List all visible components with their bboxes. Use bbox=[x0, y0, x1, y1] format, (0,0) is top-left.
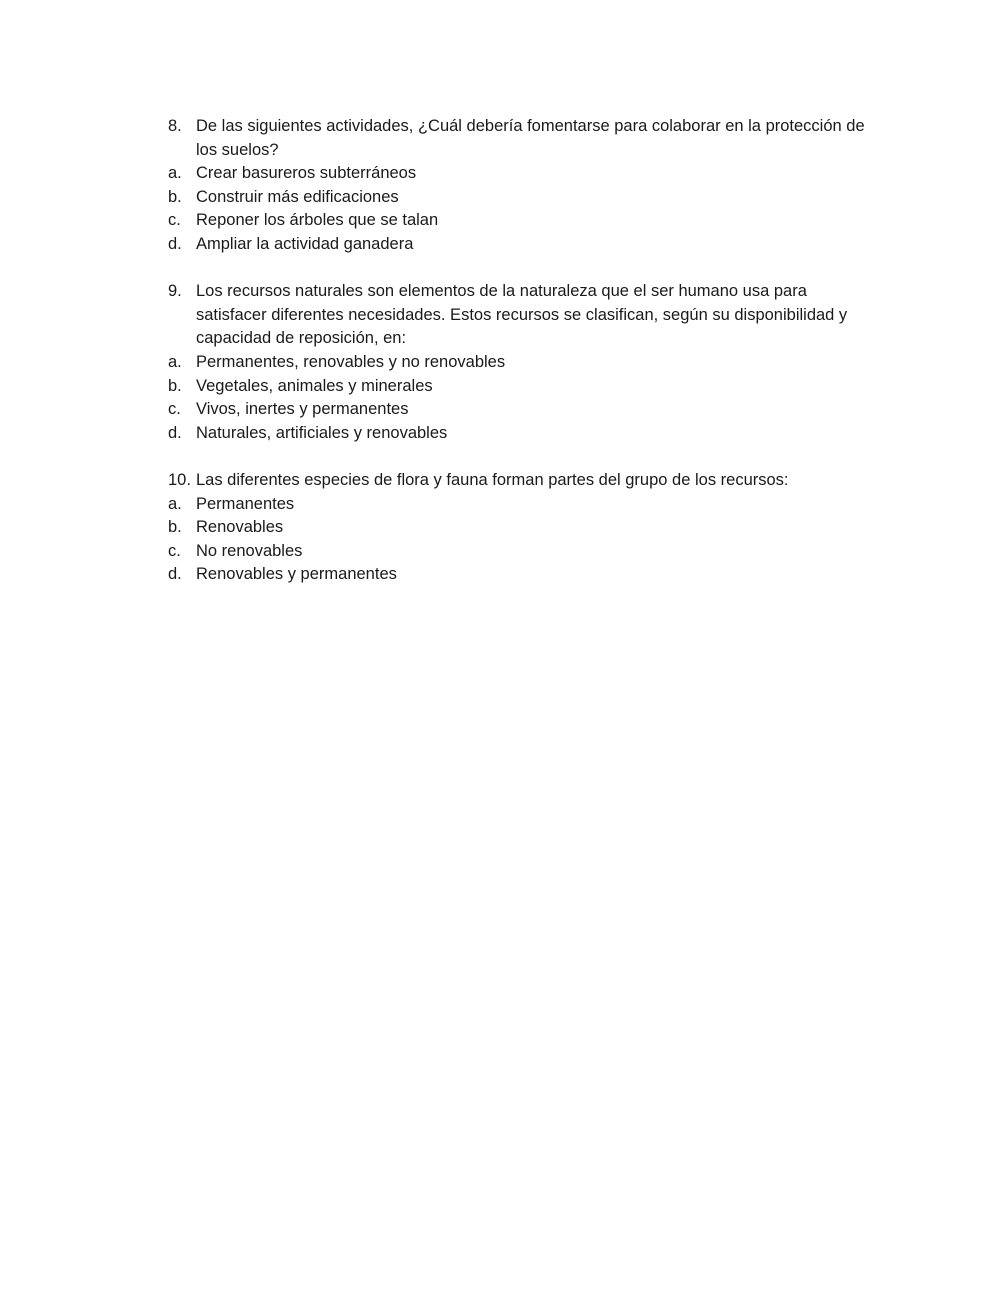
question-number: 10. bbox=[168, 470, 191, 489]
question-stem bbox=[168, 280, 868, 351]
option-letter: a. bbox=[168, 494, 182, 513]
option-letter: b. bbox=[168, 376, 182, 395]
question-9 bbox=[168, 280, 868, 445]
option-text: Vegetales, animales y minerales bbox=[196, 376, 433, 395]
option-letter: c. bbox=[168, 541, 181, 560]
option-c[interactable] bbox=[168, 540, 868, 564]
question-8 bbox=[168, 115, 868, 257]
option-text: Naturales, artificiales y renovables bbox=[196, 423, 448, 442]
option-letter: a. bbox=[168, 164, 182, 183]
option-text: Permanentes, renovables y no renovables bbox=[196, 352, 506, 371]
option-text: Permanentes bbox=[196, 494, 295, 513]
option-list bbox=[168, 162, 868, 256]
option-a[interactable] bbox=[168, 493, 868, 517]
question-text: Los recursos naturales son elementos de la naturaleza que el ser humano usa para satisfacer diferentes necesidades. Estos recursos se clasifican, según su disponibilidad y capacidad de reposición, en: bbox=[196, 282, 848, 348]
option-b[interactable] bbox=[168, 186, 868, 210]
question-stem bbox=[168, 115, 868, 162]
option-letter: b. bbox=[168, 518, 182, 537]
option-text: Construir más edificaciones bbox=[196, 187, 399, 206]
option-c[interactable] bbox=[168, 398, 868, 422]
option-d[interactable] bbox=[168, 233, 868, 257]
option-d[interactable] bbox=[168, 422, 868, 446]
option-text: Crear basureros subterráneos bbox=[196, 164, 417, 183]
option-a[interactable] bbox=[168, 351, 868, 375]
option-text: Renovables bbox=[196, 518, 284, 537]
option-letter: a. bbox=[168, 352, 182, 371]
option-letter: c. bbox=[168, 400, 181, 419]
option-text: Vivos, inertes y permanentes bbox=[196, 400, 409, 419]
option-letter: d. bbox=[168, 423, 182, 442]
option-d[interactable] bbox=[168, 563, 868, 587]
question-10 bbox=[168, 469, 868, 587]
question-number: 9. bbox=[168, 282, 182, 301]
option-list bbox=[168, 493, 868, 587]
option-text: No renovables bbox=[196, 541, 303, 560]
option-text: Renovables y permanentes bbox=[196, 565, 397, 584]
option-a[interactable] bbox=[168, 162, 868, 186]
option-b[interactable] bbox=[168, 516, 868, 540]
question-text: Las diferentes especies de flora y fauna forman partes del grupo de los recursos: bbox=[196, 470, 789, 489]
option-text: Reponer los árboles que se talan bbox=[196, 211, 439, 230]
question-number: 8. bbox=[168, 117, 182, 135]
option-letter: c. bbox=[168, 211, 181, 230]
option-list bbox=[168, 351, 868, 445]
question-list bbox=[168, 115, 868, 610]
option-b[interactable] bbox=[168, 375, 868, 399]
question-text: De las siguientes actividades, ¿Cuál debería fomentarse para colaborar en la protección de los suelos? bbox=[196, 117, 865, 159]
question-stem bbox=[168, 469, 868, 493]
option-text: Ampliar la actividad ganadera bbox=[196, 234, 414, 253]
option-c[interactable] bbox=[168, 209, 868, 233]
option-letter: d. bbox=[168, 565, 182, 584]
option-letter: b. bbox=[168, 187, 182, 206]
option-letter: d. bbox=[168, 234, 182, 253]
